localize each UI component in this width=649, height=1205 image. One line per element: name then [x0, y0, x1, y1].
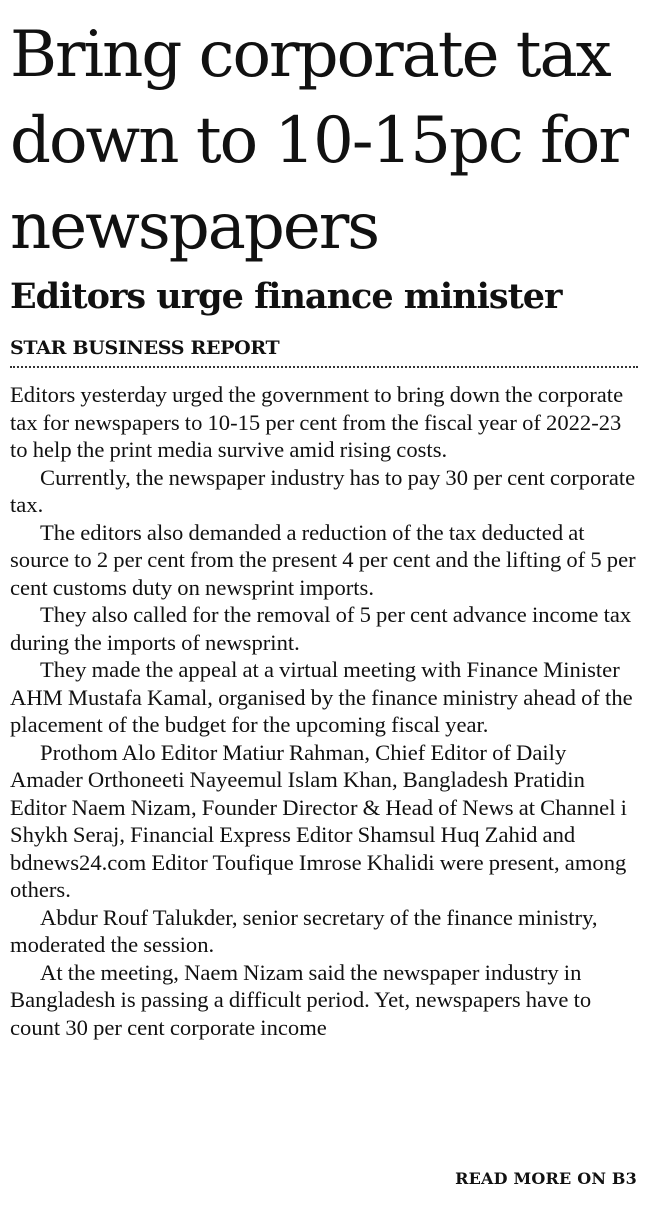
- article-paragraph: They also called for the removal of 5 per cent advance income tax during the imports of newsprint.: [10, 602, 632, 655]
- headline: Bring corporate tax down to 10-15pc for newspapers: [10, 18, 627, 264]
- article-paragraph: Currently, the newspaper industry has to pay 30 per cent corporate tax.: [10, 464, 636, 517]
- byline: STAR BUSINESS REPORT: [10, 337, 280, 359]
- article-paragraph: Editors yesterday urged the government to bring down the corporate tax for newspapers to 10-15 per cent from the fiscal year of 2022-23 to help the print media survive amid rising costs.: [10, 382, 624, 462]
- read-more-continuation: READ MORE ON B3: [455, 1169, 637, 1188]
- subheadline: Editors urge finance minister: [10, 276, 562, 317]
- article-paragraph: Abdur Rouf Talukder, senior secretary of the finance ministry, moderated the session.: [10, 904, 598, 957]
- article-body: [10, 381, 640, 1041]
- article-paragraph: The editors also demanded a reduction of the tax deducted at source to 2 per cent from the present 4 per cent and the lifting of 5 per cent customs duty on newsprint imports.: [10, 519, 636, 600]
- article-paragraph: Prothom Alo Editor Matiur Rahman, Chief Editor of Daily Amader Orthoneeti Nayeemul Islam Khan, Bangladesh Pratidin Editor Naem Nizam, Founder Director & Head of News at Channel i Shykh Seraj, Financial Express Editor Shamsul Huq Zahid and bdnews24.com Editor Toufique Imrose Khalidi were present, among others.: [10, 739, 627, 902]
- article-paragraph: At the meeting, Naem Nizam said the newspaper industry in Bangladesh is passing a difficult period. Yet, newspapers have to count 30 per cent corporate income: [10, 959, 592, 1040]
- article-paragraph: They made the appeal at a virtual meeting with Finance Minister AHM Mustafa Kamal, organised by the finance ministry ahead of the placement of the budget for the upcoming fiscal year.: [10, 657, 633, 737]
- dotted-divider: [10, 366, 638, 368]
- news-article: [10, 16, 640, 1041]
